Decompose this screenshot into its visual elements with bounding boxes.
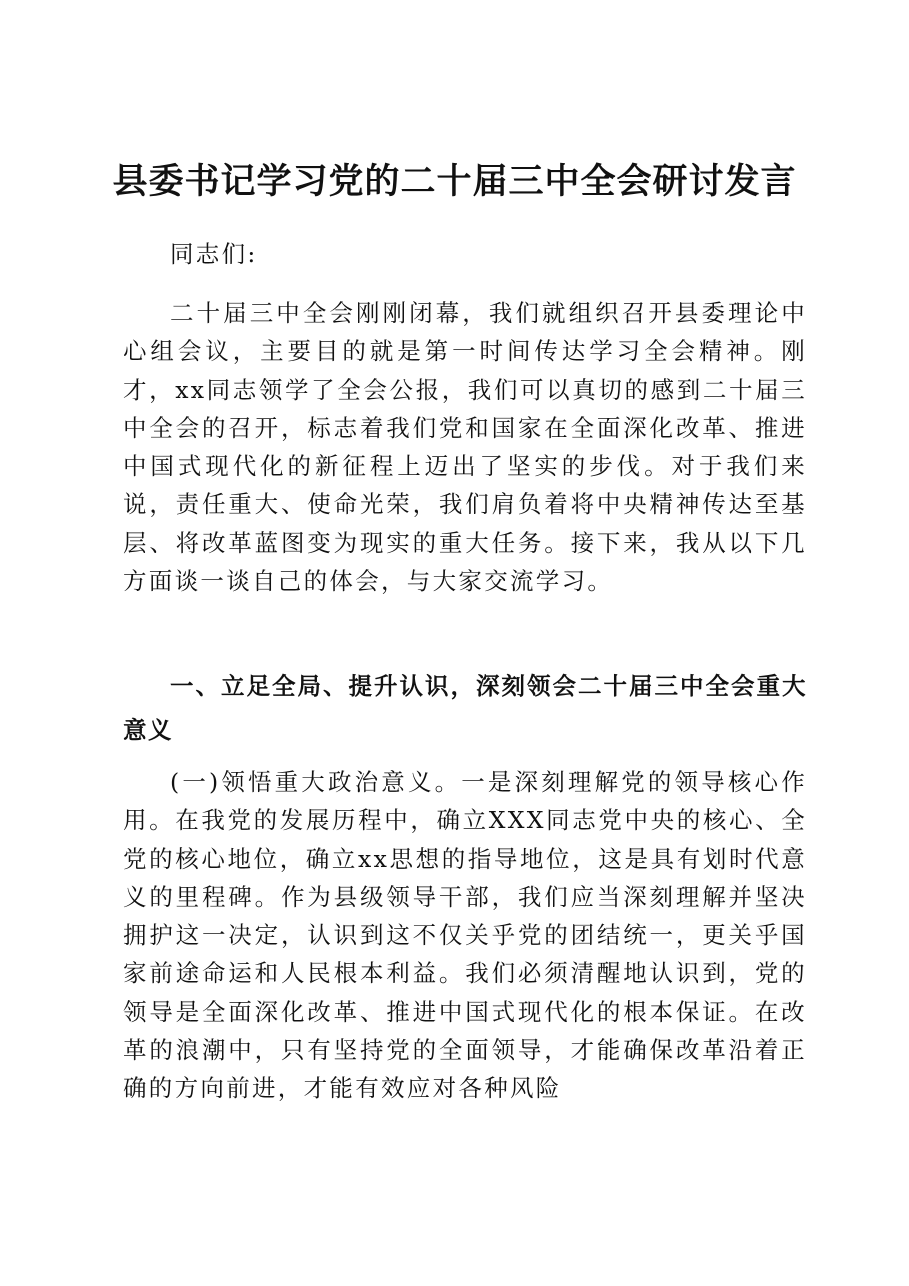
salutation: 同志们: [170,240,258,268]
section-heading: 一、立足全局、提升认识，深刻领会二十届三中全会重大意义 [123,672,807,744]
document-title: 县委书记学习党的二十届三中全会研讨发言 [112,161,797,202]
section-paragraph: (一)领悟重大政治意义。一是深刻理解党的领导核心作用。在我党的发展历程中，确立XXX同志党中央的核心、全党的核心地位，确立xx思想的指导地位，这是具有划时代意义的里程碑。作为县级领导干部，我们应当深刻理解并坚决拥护这一决定，认识到这不仅关乎党的团结统一，更关乎国家前途命运和人民根本利益。我们必须清醒地认识到，党的领导是全面深化改革、推进中国式现代化的根本保证。在改革的浪潮中，只有坚持党的全面领导，才能确保改革沿着正确的方向前进，才能有效应对各种风险 [123,768,807,1103]
intro-paragraph: 二十届三中全会刚刚闭幕，我们就组织召开县委理论中心组会议，主要目的就是第一时间传达学习全会精神。刚才，xx同志领学了全会公报，我们可以真切的感到二十届三中全会的召开，标志着我们党和国家在全面深化改革、推进中国式现代化的新征程上迈出了坚实的步伐。对于我们来说，责任重大、使命光荣，我们肩负着将中央精神传达至基层、将改革蓝图变为现实的重大任务。接下来，我从以下几方面谈一谈自己的体会，与大家交流学习。 [123,299,807,596]
